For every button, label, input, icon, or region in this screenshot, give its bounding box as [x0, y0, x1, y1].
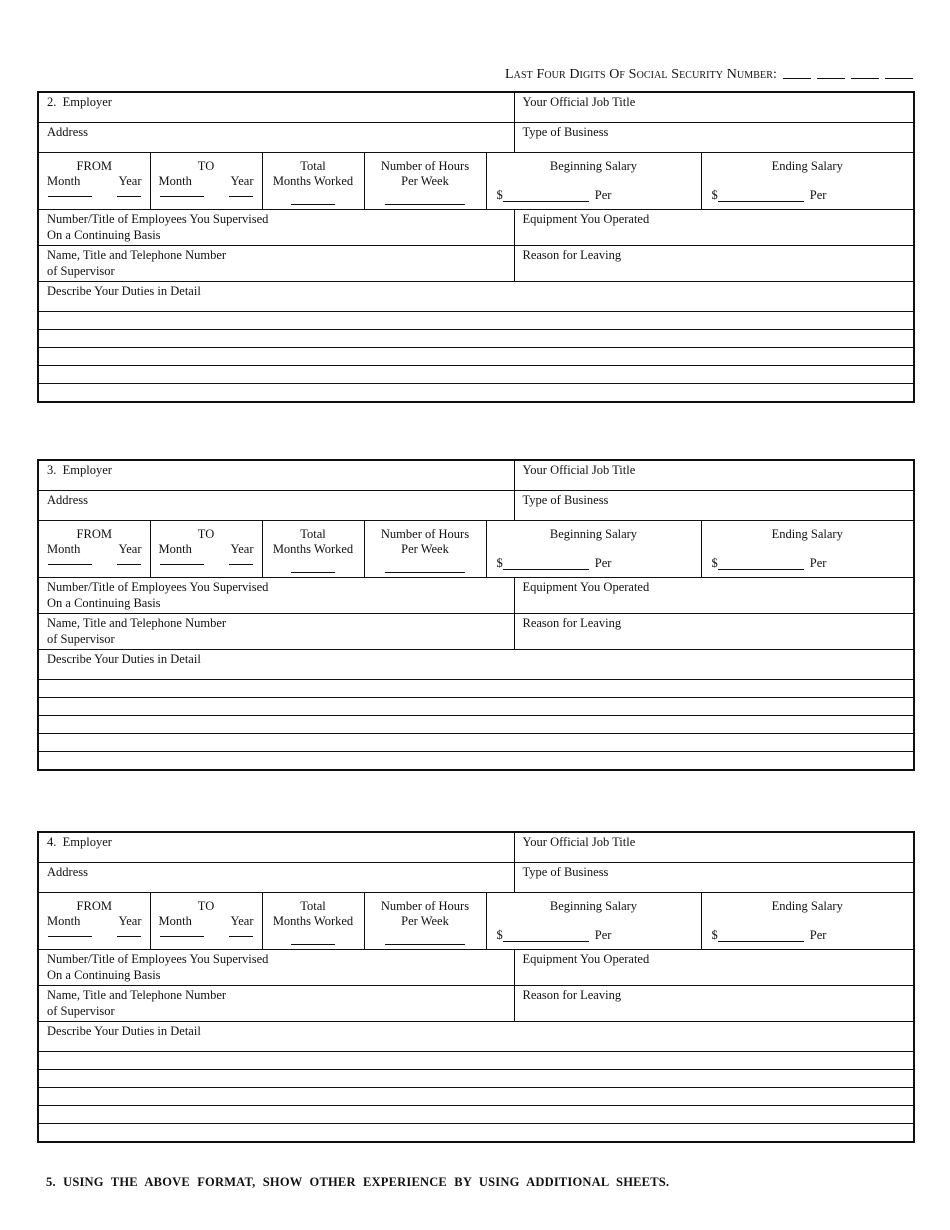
ending-salary-blank[interactable] [718, 929, 804, 942]
duties-label: Describe Your Duties in Detail [47, 1024, 201, 1038]
job-title-label: Your Official Job Title [522, 463, 636, 477]
employer-field[interactable] [38, 832, 514, 863]
business-type-field[interactable] [514, 491, 914, 521]
ending-salary-label: Ending Salary [771, 527, 843, 541]
employment-section-3 [37, 459, 913, 771]
ending-per-label: Per [809, 928, 827, 942]
ending-dollar: $ [711, 928, 718, 942]
beginning-dollar: $ [496, 928, 503, 942]
to-year-label: Year [230, 914, 254, 928]
hours-blank[interactable] [385, 943, 465, 945]
duties-line[interactable] [38, 716, 914, 734]
ending-salary-field[interactable] [701, 153, 914, 210]
from-month-blank[interactable] [48, 935, 92, 937]
reason-field[interactable] [514, 614, 914, 650]
employees-label-2: On a Continuing Basis [47, 967, 161, 982]
job-title-label: Your Official Job Title [522, 835, 636, 849]
from-label: FROM [76, 527, 112, 541]
from-month-label: Month [47, 174, 81, 188]
duties-line[interactable] [38, 752, 914, 771]
equipment-label: Equipment You Operated [522, 580, 650, 594]
ssn-label: Last Four Digits Of Social Security Number: [505, 67, 777, 82]
supervisor-label-1: Name, Title and Telephone Number [47, 988, 227, 1002]
to-year-blank[interactable] [229, 195, 253, 197]
beginning-salary-label: Beginning Salary [549, 899, 638, 913]
employer-field[interactable] [38, 92, 514, 123]
duties-line[interactable] [38, 312, 914, 330]
address-label: Address [47, 125, 88, 139]
business-type-field[interactable] [514, 123, 914, 153]
employment-table [37, 91, 915, 403]
from-year-label: Year [118, 174, 142, 188]
from-month-blank[interactable] [48, 563, 92, 565]
to-label: TO [197, 159, 215, 173]
ending-salary-label: Ending Salary [771, 899, 843, 913]
employees-supervised-field[interactable] [38, 210, 514, 246]
months-worked-label: Months Worked [272, 914, 354, 928]
supervisor-label-2: of Supervisor [47, 631, 115, 646]
from-label: FROM [76, 899, 112, 913]
business-type-label: Type of Business [522, 865, 609, 879]
to-field[interactable] [150, 521, 262, 578]
beginning-salary-field[interactable] [486, 521, 701, 578]
to-year-label: Year [230, 174, 254, 188]
total-months-blank[interactable] [291, 943, 335, 945]
hours-label-1: Number of Hours [380, 159, 470, 173]
address-field[interactable] [38, 491, 514, 521]
equipment-label: Equipment You Operated [522, 212, 650, 226]
duties-line[interactable] [38, 384, 914, 403]
to-label: TO [197, 527, 215, 541]
ending-salary-label: Ending Salary [771, 159, 843, 173]
hours-label-2: Per Week [401, 914, 449, 928]
address-label: Address [47, 865, 88, 879]
equipment-field[interactable] [514, 950, 914, 986]
employment-section-2 [37, 91, 913, 403]
duties-line[interactable] [38, 330, 914, 348]
from-field[interactable] [38, 893, 150, 950]
employer-field[interactable] [38, 460, 514, 491]
duties-line[interactable] [38, 1124, 914, 1143]
ssn-digit-1[interactable] [783, 78, 811, 79]
months-worked-label: Months Worked [272, 174, 354, 188]
total-label: Total [300, 899, 326, 913]
ending-salary-blank[interactable] [718, 557, 804, 570]
employees-supervised-field[interactable] [38, 950, 514, 986]
duties-line[interactable] [38, 1070, 914, 1088]
duties-field[interactable] [38, 650, 914, 680]
duties-line[interactable] [38, 348, 914, 366]
to-label: TO [197, 899, 215, 913]
hours-blank[interactable] [385, 571, 465, 573]
from-field[interactable] [38, 521, 150, 578]
beginning-per-label: Per [594, 556, 612, 570]
to-month-blank[interactable] [160, 935, 204, 937]
duties-line[interactable] [38, 1088, 914, 1106]
hours-field[interactable] [364, 153, 486, 210]
hours-blank[interactable] [385, 203, 465, 205]
equipment-field[interactable] [514, 210, 914, 246]
duties-line[interactable] [38, 1106, 914, 1124]
supervisor-label-2: of Supervisor [47, 1003, 115, 1018]
ssn-digit-3[interactable] [851, 78, 879, 79]
to-month-label: Month [158, 174, 192, 188]
from-year-blank[interactable] [117, 935, 141, 937]
duties-label: Describe Your Duties in Detail [47, 284, 201, 298]
to-month-label: Month [158, 914, 192, 928]
supervisor-field[interactable] [38, 614, 514, 650]
reason-label: Reason for Leaving [522, 616, 622, 630]
section-number: 2. [47, 95, 57, 109]
ssn-digit-4[interactable] [885, 78, 913, 79]
from-month-blank[interactable] [48, 195, 92, 197]
total-months-field[interactable] [262, 153, 364, 210]
employees-label-1: Number/Title of Employees You Supervised [47, 212, 269, 226]
reason-label: Reason for Leaving [522, 988, 622, 1002]
ending-salary-field[interactable] [701, 521, 914, 578]
section-number: 4. [47, 835, 57, 849]
total-months-field[interactable] [262, 521, 364, 578]
months-worked-label: Months Worked [272, 542, 354, 556]
to-year-label: Year [230, 542, 254, 556]
ending-dollar: $ [711, 188, 718, 202]
beginning-dollar: $ [496, 556, 503, 570]
total-label: Total [300, 527, 326, 541]
employees-label-2: On a Continuing Basis [47, 227, 161, 242]
beginning-salary-blank[interactable] [503, 557, 589, 570]
reason-field[interactable] [514, 246, 914, 282]
beginning-salary-blank[interactable] [503, 929, 589, 942]
beginning-salary-field[interactable] [486, 153, 701, 210]
employees-supervised-field[interactable] [38, 578, 514, 614]
to-field[interactable] [150, 153, 262, 210]
employment-table [37, 459, 915, 771]
employment-table [37, 831, 915, 1143]
hours-field[interactable] [364, 893, 486, 950]
hours-field[interactable] [364, 521, 486, 578]
equipment-label: Equipment You Operated [522, 952, 650, 966]
beginning-per-label: Per [594, 928, 612, 942]
duties-line[interactable] [38, 698, 914, 716]
total-months-blank[interactable] [291, 203, 335, 205]
ending-per-label: Per [809, 556, 827, 570]
to-month-label: Month [158, 542, 192, 556]
address-field[interactable] [38, 863, 514, 893]
to-month-blank[interactable] [160, 563, 204, 565]
employees-label-1: Number/Title of Employees You Supervised [47, 952, 269, 966]
reason-label: Reason for Leaving [522, 248, 622, 262]
business-type-label: Type of Business [522, 493, 609, 507]
duties-line[interactable] [38, 1052, 914, 1070]
total-months-blank[interactable] [291, 571, 335, 573]
from-label: FROM [76, 159, 112, 173]
beginning-salary-blank[interactable] [503, 189, 589, 202]
beginning-salary-field[interactable] [486, 893, 701, 950]
duties-line[interactable] [38, 366, 914, 384]
supervisor-label-2: of Supervisor [47, 263, 115, 278]
duties-field[interactable] [38, 282, 914, 312]
employer-label: Employer [62, 835, 112, 849]
from-month-label: Month [47, 542, 81, 556]
job-title-label: Your Official Job Title [522, 95, 636, 109]
business-type-field[interactable] [514, 863, 914, 893]
hours-label-1: Number of Hours [380, 899, 470, 913]
from-year-label: Year [118, 542, 142, 556]
ending-salary-field[interactable] [701, 893, 914, 950]
job-title-field[interactable] [514, 92, 914, 123]
duties-line[interactable] [38, 734, 914, 752]
address-field[interactable] [38, 123, 514, 153]
from-year-label: Year [118, 914, 142, 928]
from-field[interactable] [38, 153, 150, 210]
employer-label: Employer [62, 95, 112, 109]
ending-per-label: Per [809, 188, 827, 202]
footer-instruction: 5. USING THE ABOVE FORMAT, SHOW OTHER EXPERIENCE BY USING ADDITIONAL SHEETS. [46, 1175, 670, 1189]
hours-label-2: Per Week [401, 542, 449, 556]
total-label: Total [300, 159, 326, 173]
ssn-line [505, 67, 913, 83]
equipment-field[interactable] [514, 578, 914, 614]
to-year-blank[interactable] [229, 563, 253, 565]
total-months-field[interactable] [262, 893, 364, 950]
reason-field[interactable] [514, 986, 914, 1022]
supervisor-label-1: Name, Title and Telephone Number [47, 616, 227, 630]
duties-label: Describe Your Duties in Detail [47, 652, 201, 666]
hours-label-1: Number of Hours [380, 527, 470, 541]
job-title-field[interactable] [514, 832, 914, 863]
supervisor-field[interactable] [38, 246, 514, 282]
employees-label-2: On a Continuing Basis [47, 595, 161, 610]
employer-label: Employer [62, 463, 112, 477]
beginning-dollar: $ [496, 188, 503, 202]
employees-label-1: Number/Title of Employees You Supervised [47, 580, 269, 594]
business-type-label: Type of Business [522, 125, 609, 139]
to-month-blank[interactable] [160, 195, 204, 197]
address-label: Address [47, 493, 88, 507]
to-field[interactable] [150, 893, 262, 950]
duties-field[interactable] [38, 1022, 914, 1052]
employment-section-4 [37, 831, 913, 1143]
hours-label-2: Per Week [401, 174, 449, 188]
supervisor-label-1: Name, Title and Telephone Number [47, 248, 227, 262]
ssn-digit-2[interactable] [817, 78, 845, 79]
beginning-salary-label: Beginning Salary [549, 527, 638, 541]
from-year-blank[interactable] [117, 563, 141, 565]
ending-salary-blank[interactable] [718, 189, 804, 202]
section-number: 3. [47, 463, 57, 477]
beginning-salary-label: Beginning Salary [549, 159, 638, 173]
job-title-field[interactable] [514, 460, 914, 491]
beginning-per-label: Per [594, 188, 612, 202]
from-month-label: Month [47, 914, 81, 928]
to-year-blank[interactable] [229, 935, 253, 937]
ending-dollar: $ [711, 556, 718, 570]
duties-line[interactable] [38, 680, 914, 698]
supervisor-field[interactable] [38, 986, 514, 1022]
from-year-blank[interactable] [117, 195, 141, 197]
